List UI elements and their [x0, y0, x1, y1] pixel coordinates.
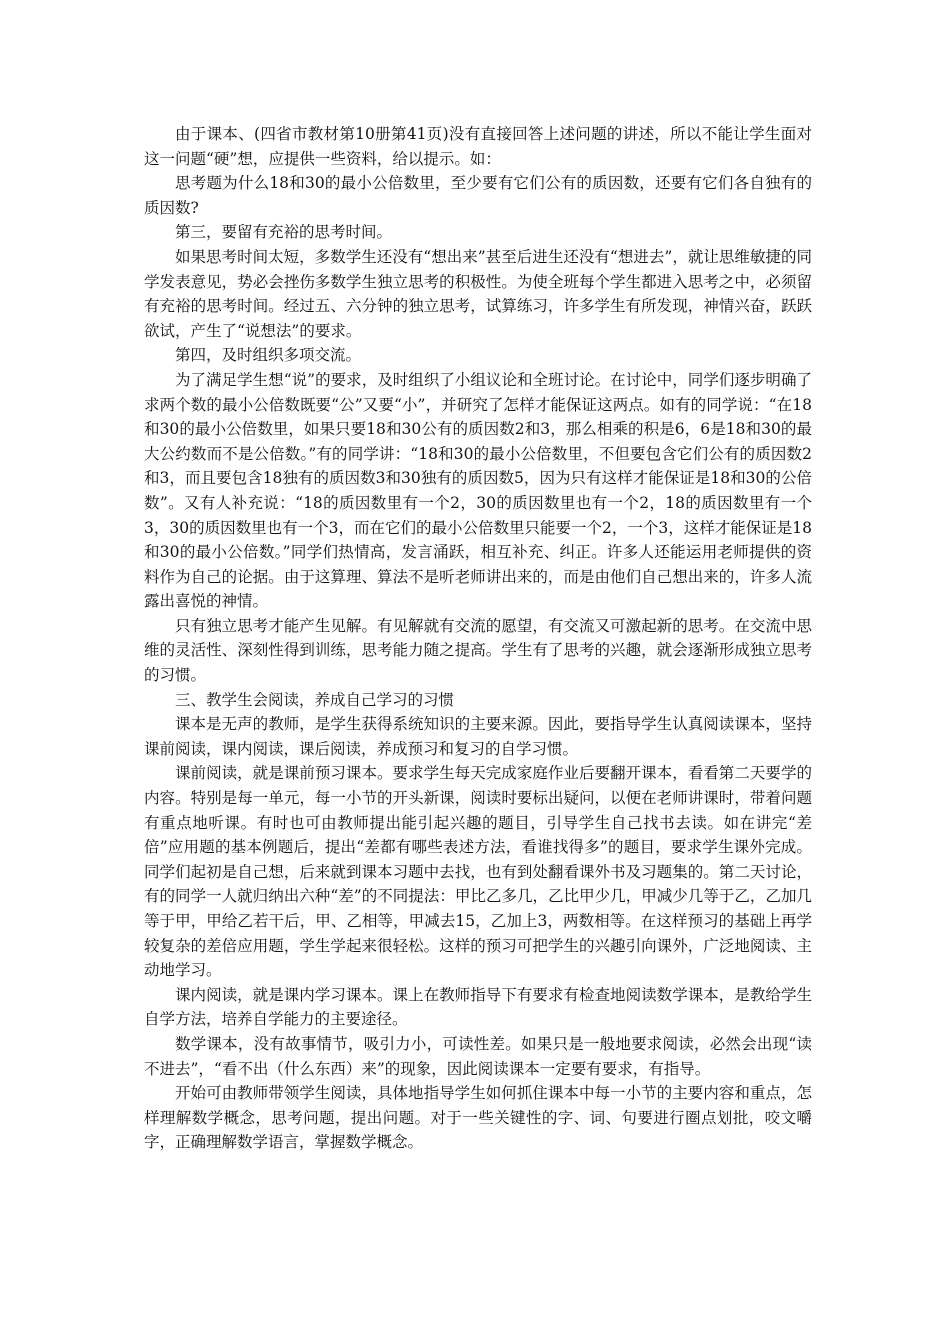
section-heading: 第四，及时组织多项交流。 — [175, 346, 362, 365]
paragraph: 数学课本，没有故事情节，吸引力小，可读性差。如果只是一般地要求阅读，必然会出现“读不进去”，“看不出（什么东西）来”的现象，因此阅读课本一定要有要求，有指导。 — [144, 1034, 812, 1078]
paragraph: 开始可由教师带领学生阅读，具体地指导学生如何抓住课本中每一小节的主要内容和重点，怎样理解数学概念，思考问题，提出问题。对于一些关键性的字、词、句要进行圈点划批，咬文嚼字，正确理解数学语言，掌握数学概念。 — [144, 1084, 812, 1152]
paragraph: 思考题为什么18和30的最小公倍数里，至少要有它们公有的质因数，还要有它们各自独有的质因数? — [144, 174, 812, 217]
paragraph: 课内阅读，就是课内学习课本。课上在教师指导下有要求有检查地阅读数学课本，是教给学生自学方法，培养自学能力的主要途径。 — [144, 985, 812, 1029]
section-heading: 第三，要留有充裕的思考时间。 — [175, 223, 393, 242]
paragraph: 只有独立思考才能产生见解。有见解就有交流的愿望，有交流又可激起新的思考。在交流中思维的灵活性、深刻性得到训练，思考能力随之提高。学生有了思考的兴趣，就会逐渐形成独立思考的习惯。 — [144, 616, 812, 685]
document-body — [144, 122, 812, 1155]
paragraph: 为了满足学生想“说”的要求，及时组织了小组议论和全班讨论。在讨论中，同学们逐步明确了求两个数的最小公倍数既要“公”又要“小”，并研究了怎样才能保证这两点。如有的同学说：“在18和30的最小公倍数里，如果只要18和30公有的质因数2和3，那么相乘的积是6，6是18和30的最大公约数而不是公倍数。”有的同学讲：“18和30的最小公倍数里，不但要包含它们公有的质因数2和3，而且要包含18独有的质因数3和30独有的质因数5，因为只有这样才能保证是18和30的公倍数”。又有人补充说：“18的质因数里有一个2，30的质因数里也有一个2，18的质因数里有一个3，30的质因数里也有一个3，而在它们的最小公倍数里只能要一个2，一个3，这样才能保证是18和30的最小公倍数。”同学们热情高，发言涌跃，相互补充、纠正。许多人还能运用老师提供的资料作为自己的论据。由于这算理、算法不是听老师讲出来的，而是由他们自己想出来的，许多人流露出喜悦的神情。 — [144, 370, 812, 611]
paragraph: 如果思考时间太短，多数学生还没有“想出来”甚至后进生还没有“想进去”，就让思维敏捷的同学发表意见，势必会挫伤多数学生独立思考的积极性。为使全班每个学生都进入思考之中，必须留有充裕的思考时间。经过五、六分钟的独立思考，试算练习，许多学生有所发现，神情兴奋，跃跃欲试，产生了“说想法”的要求。 — [144, 247, 812, 340]
paragraph: 课前阅读，就是课前预习课本。要求学生每天完成家庭作业后要翻开课本，看看第二天要学的内容。特别是每一单元，每一小节的开头新课，阅读时要标出疑问，以便在老师讲课时，带着问题有重点地听课。有时也可由教师提出能引起兴趣的题目，引导学生自己找书去读。如在讲完“差倍”应用题的基本例题后，提出“差都有哪些表述方法，看谁找得多”的题目，要求学生课外完成。同学们起初是自己想，后来就到课本习题中去找，也有到处翻看课外书及习题集的。第二天讨论，有的同学一人就归纳出六种“差”的不同提法：甲比乙多几，乙比甲少几，甲减少几等于乙，乙加几等于甲，甲给乙若干后，甲、乙相等，甲减去15，乙加上3，两数相等。在这样预习的基础上再学较复杂的差倍应用题，学生学起来很轻松。这样的预习可把学生的兴趣引向课外，广泛地阅读、主动地学习。 — [144, 764, 812, 980]
section-heading: 三、教学生会阅读，养成自己学习的习惯 — [175, 690, 455, 709]
paragraph: 由于课本、(四省市教材第10册第41页)没有直接回答上述问题的讲述，所以不能让学生面对这一问题“硬”想，应提供一些资料，给以提示。如： — [144, 125, 812, 168]
paragraph: 课本是无声的教师，是学生获得系统知识的主要来源。因此，要指导学生认真阅读课本，坚持课前阅读，课内阅读，课后阅读，养成预习和复习的自学习惯。 — [144, 715, 812, 758]
